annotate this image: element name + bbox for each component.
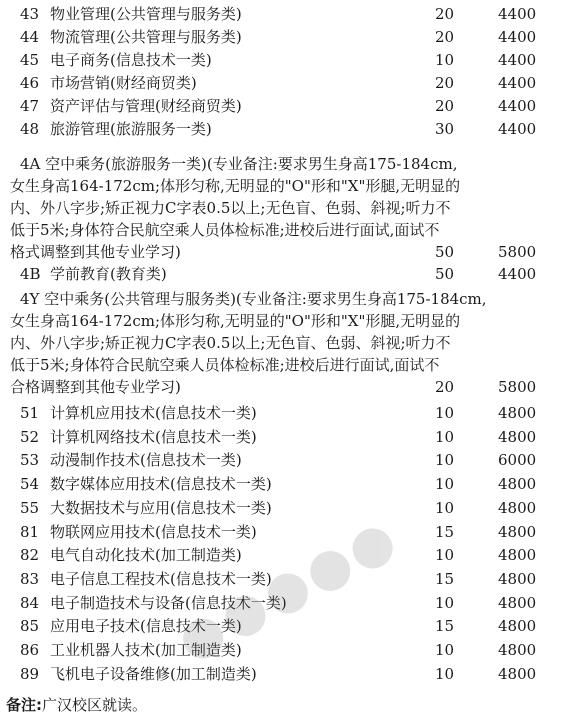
table-row xyxy=(0,376,561,398)
note-line: 低于5米;身体符合民航空乘人员体检标准;进校后进行面试,面试不 xyxy=(10,356,440,374)
plan-count: 50 xyxy=(435,243,455,261)
plan-count: 10 xyxy=(435,427,455,446)
major-name: 物流管理(公共管理与服务类) xyxy=(50,28,242,46)
plan-count: 20 xyxy=(435,5,455,23)
major-code: 4B xyxy=(20,265,41,283)
major-code: 82 xyxy=(20,546,40,565)
table-row xyxy=(0,544,561,566)
table-row xyxy=(0,72,561,94)
tuition-fee: 4800 xyxy=(498,522,537,541)
major-code: 83 xyxy=(20,569,40,588)
tuition-fee: 4400 xyxy=(498,51,537,69)
table-row xyxy=(0,402,561,424)
plan-count: 10 xyxy=(435,51,455,69)
major-code: 86 xyxy=(20,641,40,659)
note-line: 格式调整到其他专业学习) xyxy=(10,243,181,261)
table-row xyxy=(0,241,561,263)
table-row xyxy=(0,473,561,495)
table-row xyxy=(0,615,561,637)
major-name: 学前教育(教育类) xyxy=(50,265,167,283)
note-line: 女生身高164-172cm;体形匀称,无明显的"O"形和"X"形腿,无明显的 xyxy=(10,177,461,195)
major-name: 飞机电子设备维修(加工制造类) xyxy=(50,664,257,683)
major-name: 工业机器人技术(加工制造类) xyxy=(50,641,242,659)
major-code: 43 xyxy=(20,5,40,23)
plan-count: 20 xyxy=(435,28,455,46)
major-name: 资产评估与管理(财经商贸类) xyxy=(50,97,242,115)
note-line: 内、外八字步;矫正视力C字表0.5以上;无色盲、色弱、斜视;听力不 xyxy=(10,199,451,217)
major-name: 电子制造技术与设备(信息技术一类) xyxy=(50,593,287,612)
note-line: 4A 空中乘务(旅游服务一类)(专业备注:要求男生身高175-184cm, xyxy=(20,155,458,173)
tuition-fee: 4800 xyxy=(498,427,537,446)
tuition-fee: 4400 xyxy=(498,265,537,283)
plan-count: 30 xyxy=(435,120,455,138)
major-name: 计算机网络技术(信息技术一类) xyxy=(50,427,257,446)
plan-count: 15 xyxy=(435,617,455,636)
plan-count: 10 xyxy=(435,451,455,470)
major-code: 47 xyxy=(20,97,40,115)
table-row xyxy=(0,663,561,685)
tuition-fee: 4800 xyxy=(498,593,537,612)
major-code: 89 xyxy=(20,664,40,683)
table-row xyxy=(0,449,561,471)
plan-count: 50 xyxy=(435,265,455,283)
major-name: 市场营销(财经商贸类) xyxy=(50,74,197,92)
tuition-fee: 4800 xyxy=(498,404,537,422)
tuition-fee: 5800 xyxy=(498,378,537,396)
table-row xyxy=(0,521,561,543)
major-code: 53 xyxy=(20,451,40,470)
major-code: 85 xyxy=(20,617,40,636)
footer-text: 广汉校区就读。 xyxy=(42,696,148,714)
tuition-fee: 4400 xyxy=(498,120,537,138)
major-name: 数字媒体应用技术(信息技术一类) xyxy=(50,475,272,494)
major-code: 51 xyxy=(20,404,40,422)
major-name: 旅游管理(旅游服务一类) xyxy=(50,120,212,138)
plan-count: 10 xyxy=(435,475,455,494)
table-row xyxy=(0,3,561,25)
note-line: 低于5米;身体符合民航空乘人员体检标准;进校后进行面试,面试不 xyxy=(10,221,440,239)
tuition-fee: 4800 xyxy=(498,475,537,494)
table-row xyxy=(0,592,561,614)
plan-count: 15 xyxy=(435,522,455,541)
plan-count: 10 xyxy=(435,546,455,565)
plan-count: 20 xyxy=(435,378,455,396)
footer-note xyxy=(6,694,147,716)
plan-count: 10 xyxy=(435,593,455,612)
table-row xyxy=(0,497,561,519)
major-name: 动漫制作技术(信息技术一类) xyxy=(50,451,242,470)
major-code: 44 xyxy=(20,28,40,46)
note-line: 4Y 空中乘务(公共管理与服务类)(专业备注:要求男生身高175-184cm, xyxy=(20,290,487,308)
tuition-fee: 5800 xyxy=(498,243,537,261)
major-code: 54 xyxy=(20,475,40,494)
major-name: 物业管理(公共管理与服务类) xyxy=(50,5,242,23)
tuition-fee: 4800 xyxy=(498,664,537,683)
table-row xyxy=(0,426,561,448)
plan-count: 10 xyxy=(435,641,455,659)
major-code: 46 xyxy=(20,74,40,92)
table-row xyxy=(0,639,561,661)
plan-count: 10 xyxy=(435,404,455,422)
note-line: 女生身高164-172cm;体形匀称,无明显的"O"形和"X"形腿,无明显的 xyxy=(10,312,461,330)
tuition-fee: 4400 xyxy=(498,5,537,23)
major-code: 84 xyxy=(20,593,40,612)
table-row xyxy=(0,263,561,285)
tuition-fee: 4800 xyxy=(498,546,537,565)
major-name: 电气自动化技术(加工制造类) xyxy=(50,546,242,565)
table-row xyxy=(0,568,561,590)
major-code: 48 xyxy=(20,120,40,138)
tuition-fee: 4400 xyxy=(498,74,537,92)
table-row xyxy=(0,49,561,71)
plan-count: 20 xyxy=(435,97,455,115)
tuition-fee: 6000 xyxy=(498,451,537,470)
major-code: 52 xyxy=(20,427,40,446)
tuition-fee: 4400 xyxy=(498,28,537,46)
major-name: 电子商务(信息技术一类) xyxy=(50,51,212,69)
major-name: 应用电子技术(信息技术一类) xyxy=(50,617,242,636)
footer-label: 备注: xyxy=(6,696,42,714)
major-name: 物联网应用技术(信息技术一类) xyxy=(50,522,257,541)
major-name: 大数据技术与应用(信息技术一类) xyxy=(50,498,272,517)
major-name: 电子信息工程技术(信息技术一类) xyxy=(50,569,272,588)
table-row xyxy=(0,95,561,117)
table-row xyxy=(0,26,561,48)
note-line: 合格调整到其他专业学习) xyxy=(10,378,181,396)
plan-count: 10 xyxy=(435,664,455,683)
major-code: 45 xyxy=(20,51,40,69)
plan-count: 20 xyxy=(435,74,455,92)
table-row xyxy=(0,118,561,140)
tuition-fee: 4800 xyxy=(498,498,537,517)
tuition-fee: 4400 xyxy=(498,97,537,115)
major-code: 55 xyxy=(20,498,40,517)
major-name: 计算机应用技术(信息技术一类) xyxy=(50,404,257,422)
tuition-fee: 4800 xyxy=(498,641,537,659)
tuition-fee: 4800 xyxy=(498,569,537,588)
plan-count: 10 xyxy=(435,498,455,517)
plan-count: 15 xyxy=(435,569,455,588)
tuition-fee: 4800 xyxy=(498,617,537,636)
note-line: 内、外八字步;矫正视力C字表0.5以上;无色盲、色弱、斜视;听力不 xyxy=(10,334,451,352)
major-code: 81 xyxy=(20,522,40,541)
